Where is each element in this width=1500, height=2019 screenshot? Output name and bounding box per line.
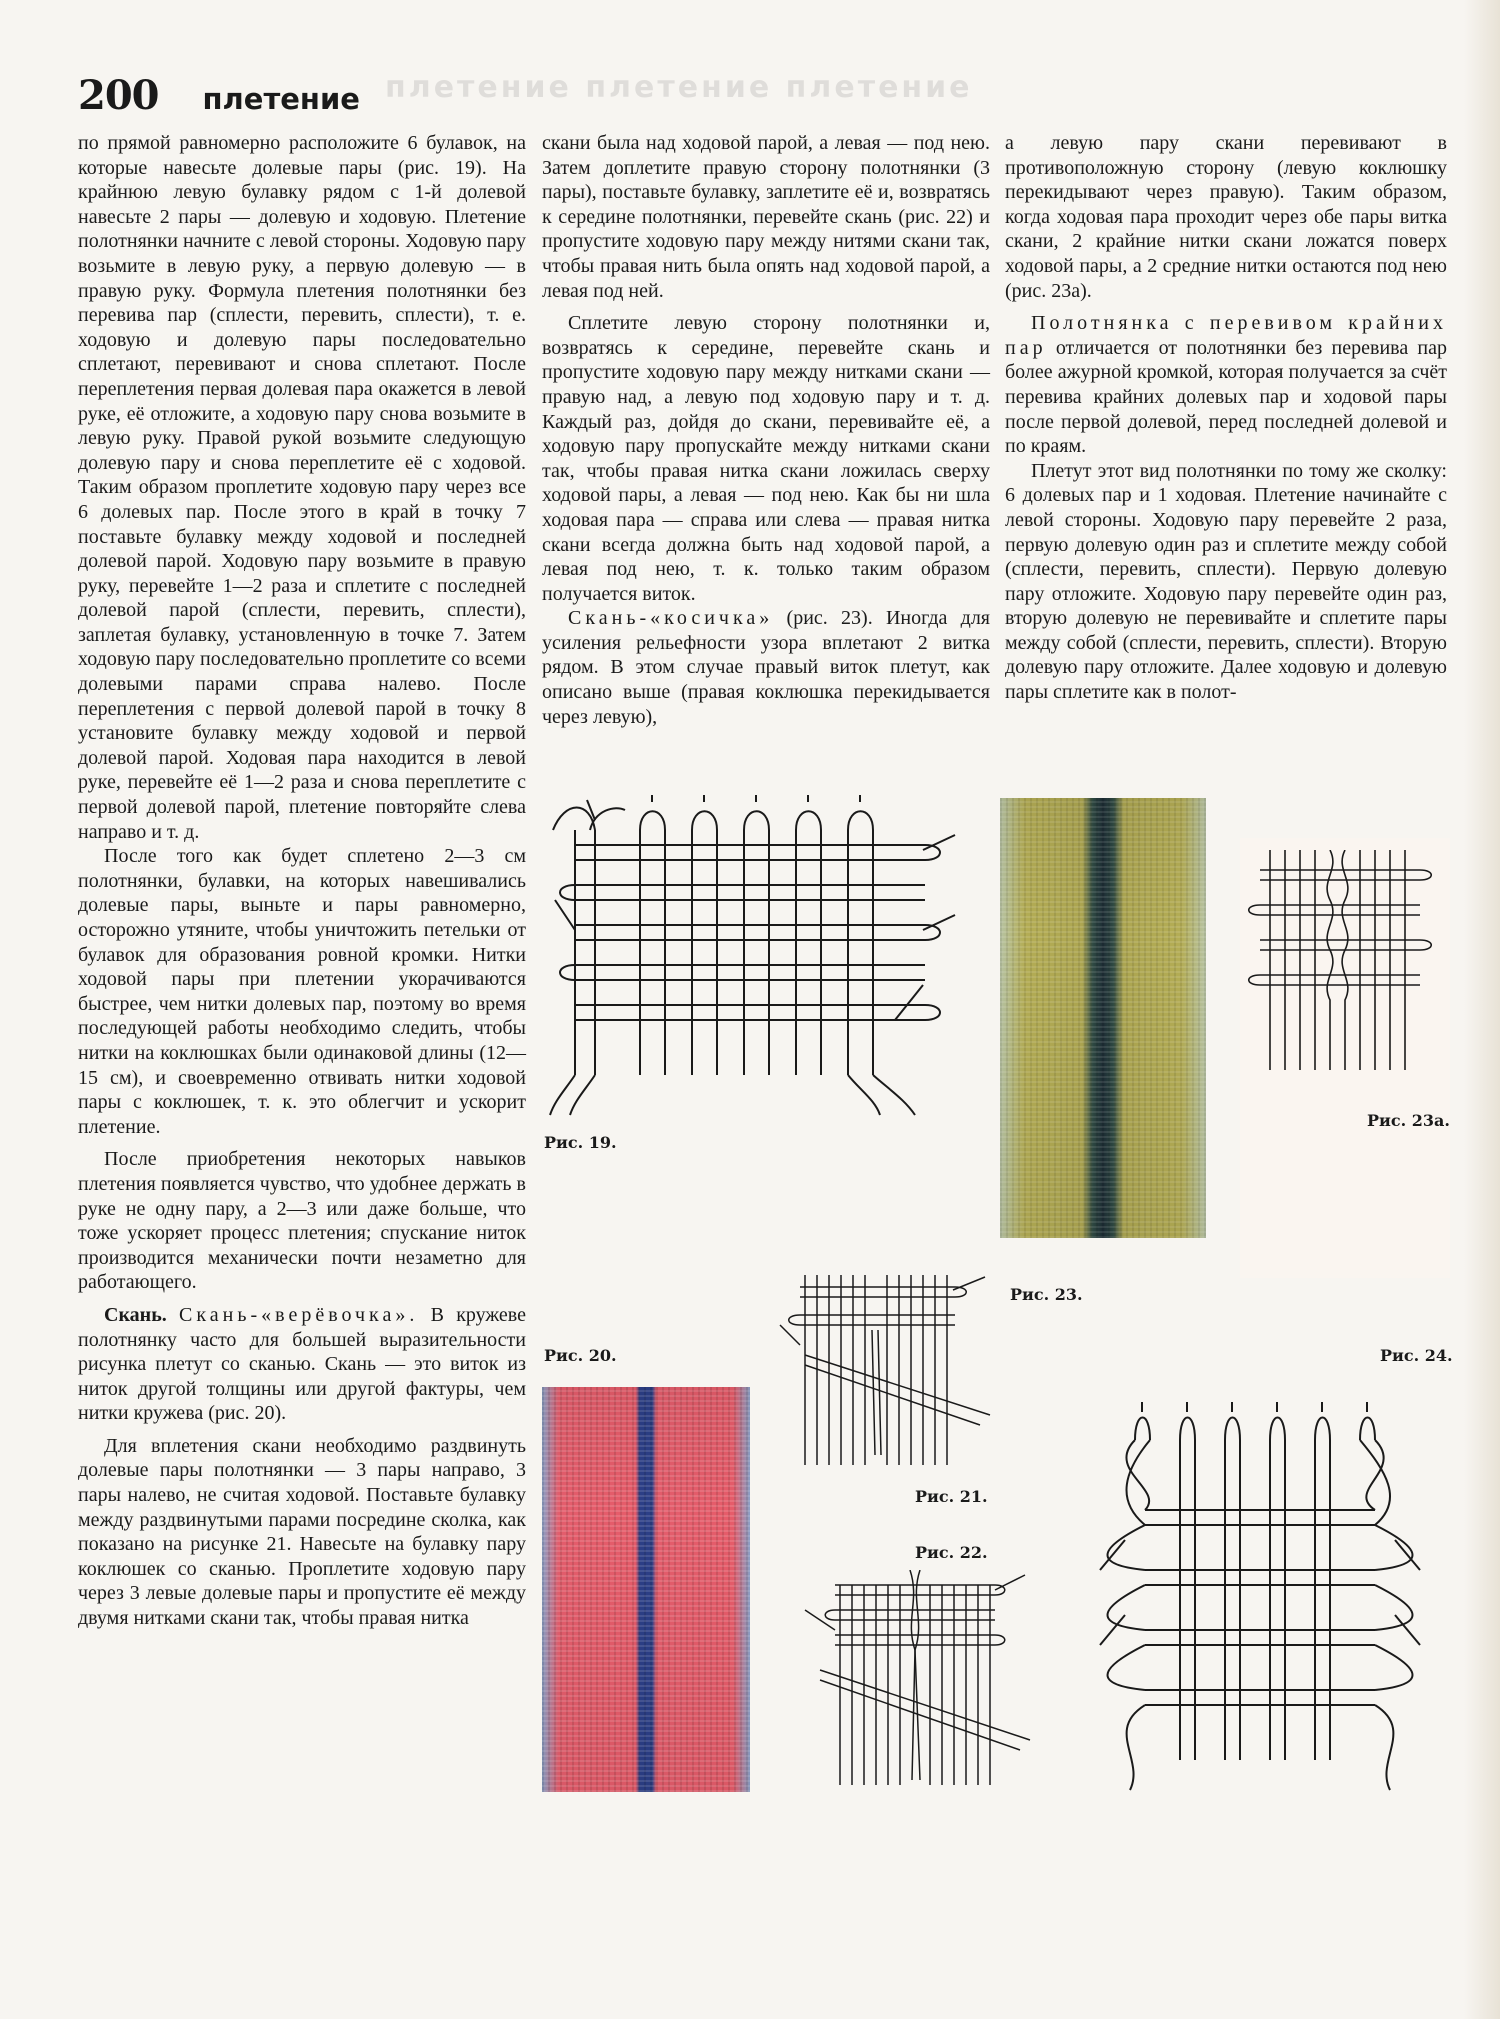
paragraph-text: (рис. 23). Иногда для усиления рельефности узора вплетают 2 витка рядом. В этом случае правый виток плетут, как описано выше (правая коклюшка перекидывается через левую), — [542, 607, 991, 728]
paragraph-skan — [78, 1303, 526, 1426]
page-number: 200 — [78, 72, 159, 119]
paragraph: После приобретения некоторых навыков плетения появляется чувство, что удобнее держать в руке не одну пару, а 2—3 или даже больше, что тоже ускоряет процесс плетения; спускание ниток производится механически почти незаметно для работающего. — [78, 1148, 526, 1294]
fig23a-caption: Рис. 23а. — [1367, 1111, 1450, 1130]
fig23-caption: Рис. 23. — [1010, 1285, 1083, 1304]
paragraph: а левую пару скани перевивают в противоположную сторону (левую коклюшку перекидывают через правую). Таким образом, когда ходовая пара проходит через обе пары витка скани, 2 крайние нитки скани ложатся поверх ходовой пары, а 2 средние нитки остаются под нею (рис. 23а). — [1005, 132, 1447, 302]
paragraph: Сплетите левую сторону полотнянки и, возвратясь к середине, перевейте скань и пропустите ходовую пару между нитками скани — правую над, а левую под ходовую пару и т. д. Каждый раз, дойдя до скани, перевивайте её, а ходовую пару пропускайте между нитками скани так, чтобы правая нитка скани ложилась сверху ходовой пары, а левая — под нею. Как бы ни шла ходовая пара — справа или слева — правая нитка скани всегда должна быть над ходовой парой, а левая под нею, т. к. только таким образом получается виток. — [542, 312, 990, 605]
page-edge-shadow — [1464, 0, 1500, 2019]
fig22-caption: Рис. 22. — [915, 1543, 988, 1562]
paragraph-perevit — [1005, 311, 1447, 459]
fig24-diagram — [1085, 1400, 1455, 1800]
text-column-3 — [1005, 131, 1447, 705]
paragraph: по прямой равномерно расположите 6 булавок, на которые навесьте долевые пары (рис. 19). На крайнюю левую булавку рядом с 1-й долевой навесьте 2 пары — долевую и ходовую. Плетение полотнянки начните с левой стороны. Ходовую пару возьмите в левую руку, а первую долевую — в правую руку. Формула плетения полотнянки без перевива пар (сплести, перевить, сплести), т. е. ходовую и долевую пары последовательно сплетают, перевивают и снова сплетают. После переплетения первая долевая пара окажется в левой руке, её отложите, а ходовую пару снова возьмите в левую руку. Правой рукой возьмите следующую долевую пару и снова переплетите её с ходовой. Таким образом проплетите ходовую пару через все 6 долевых пар. После этого в край в точку 7 поставьте булавку между ходовой и последней долевой парой. Ходовую пару возьмите в правую руку, перевейте 1—2 раза и сплетите с последней долевой парой (сплести, перевить, сплести), заплетая булавку, установленную в точке 7. Затем ходовую пару последовательно проплетите со всеми долевыми парами справа налево. После переплетения с первой долевой парой в точку 8 установите булавку между ходовой и первой долевой парой. Ходовая пара находится в левой руке, перевейте её 1—2 раза и снова переплетите с первой долевой парой, плетение повторяйте слева направо и т. д. — [78, 132, 526, 843]
fig21-caption: Рис. 21. — [915, 1487, 988, 1506]
subterm-kosichka: Скань-«косичка» — [568, 607, 774, 630]
fig20-caption: Рис. 20. — [544, 1346, 617, 1365]
term-skan: Скань. — [104, 1303, 167, 1326]
fig19-caption: Рис. 19. — [544, 1133, 617, 1152]
page-header — [78, 72, 360, 122]
section-title: плетение — [202, 82, 360, 116]
fig21-diagram — [775, 1265, 1005, 1475]
text-column-1 — [78, 131, 526, 1631]
subterm-perevit: Полотнянка с перевивом крайних пар — [1005, 312, 1447, 359]
fig23-photo — [1000, 798, 1206, 1238]
fig23a-diagram — [1245, 850, 1445, 1080]
bleed-through-header: плетение плетение плетение — [385, 70, 973, 105]
fig20-photo — [542, 1387, 750, 1792]
fig24-caption: Рис. 24. — [1380, 1346, 1453, 1365]
text-column-2 — [542, 131, 990, 729]
paragraph-text: отличается от полотнянки без перевива пар более ажурной кромкой, которая получается за счёт перевива крайних долевых пар и ходовой пары после первой долевой, перед последней долевой и по краям. — [1005, 336, 1448, 458]
paragraph: скани была над ходовой парой, а левая — под нею. Затем доплетите правую сторону полотнянки (3 пары), поставьте булавку, заплетите её и, возвратясь к середине полотнянки, перевейте скань (рис. 22) и пропустите ходовую пару между нитями скани так, чтобы правая нить была опять над ходовой парой, а левая под ней. — [542, 132, 990, 302]
subterm-verevochka: Скань-«верёвочка». — [179, 1303, 419, 1326]
paragraph-text: В кружеве полотнянку часто для большей выразительности рисунка плетут со сканью. Скань — это виток из ниток другой толщины или другой фактуры, чем нитки кружева (рис. 20). — [78, 1303, 527, 1425]
fig22-diagram — [780, 1570, 1040, 1795]
fig19-diagram — [545, 790, 965, 1135]
paragraph: Плетут этот вид полотнянки по тому же сколку: 6 долевых пар и 1 ходовая. Плетение начинайте с левой стороны. Ходовую пару перевейте 2 раза, первую долевую один раз и сплетите между собой (сплести, перевить, сплести). Первую долевую пару отложите. Ходовую пару перевейте один раз, вторую долевую не перевивайте и сплетите пары между собой (сплести, перевить, сплести). Вторую долевую пару отложите. Далее ходовую и долевую пары сплетите как в полот- — [1005, 459, 1447, 704]
paragraph-kosichka — [542, 606, 990, 729]
paragraph: Для вплетения скани необходимо раздвинуть долевые пары полотнянки — 3 пары направо, 3 пары налево, не считая ходовой. Поставьте булавку между раздвинутыми парами посредине сколка, как показано на рисунке 21. Навесьте на булавку пару коклюшек со сканью. Проплетите ходовую пару через 3 левые долевые пары и пропустите её между двумя нитками скани так, чтобы правая нитка — [78, 1434, 526, 1630]
paragraph: После того как будет сплетено 2—3 см полотнянки, булавки, на которых навешивались долевые пары, выньте и пары равномерно, осторожно утяните, чтобы уничтожить петельки от булавок для образования ровной кромки. Нитки ходовой пары при плетении укорачиваются быстрее, чем нитки долевых пар, поэтому во время последующей работы необходимо следить, чтобы нитки на коклюшках были одинаковой длины (12—15 см), и своевременно отвивать нитки ходовой пары с коклюшек, т. к. это облегчит и ускорит плетение. — [78, 845, 526, 1138]
